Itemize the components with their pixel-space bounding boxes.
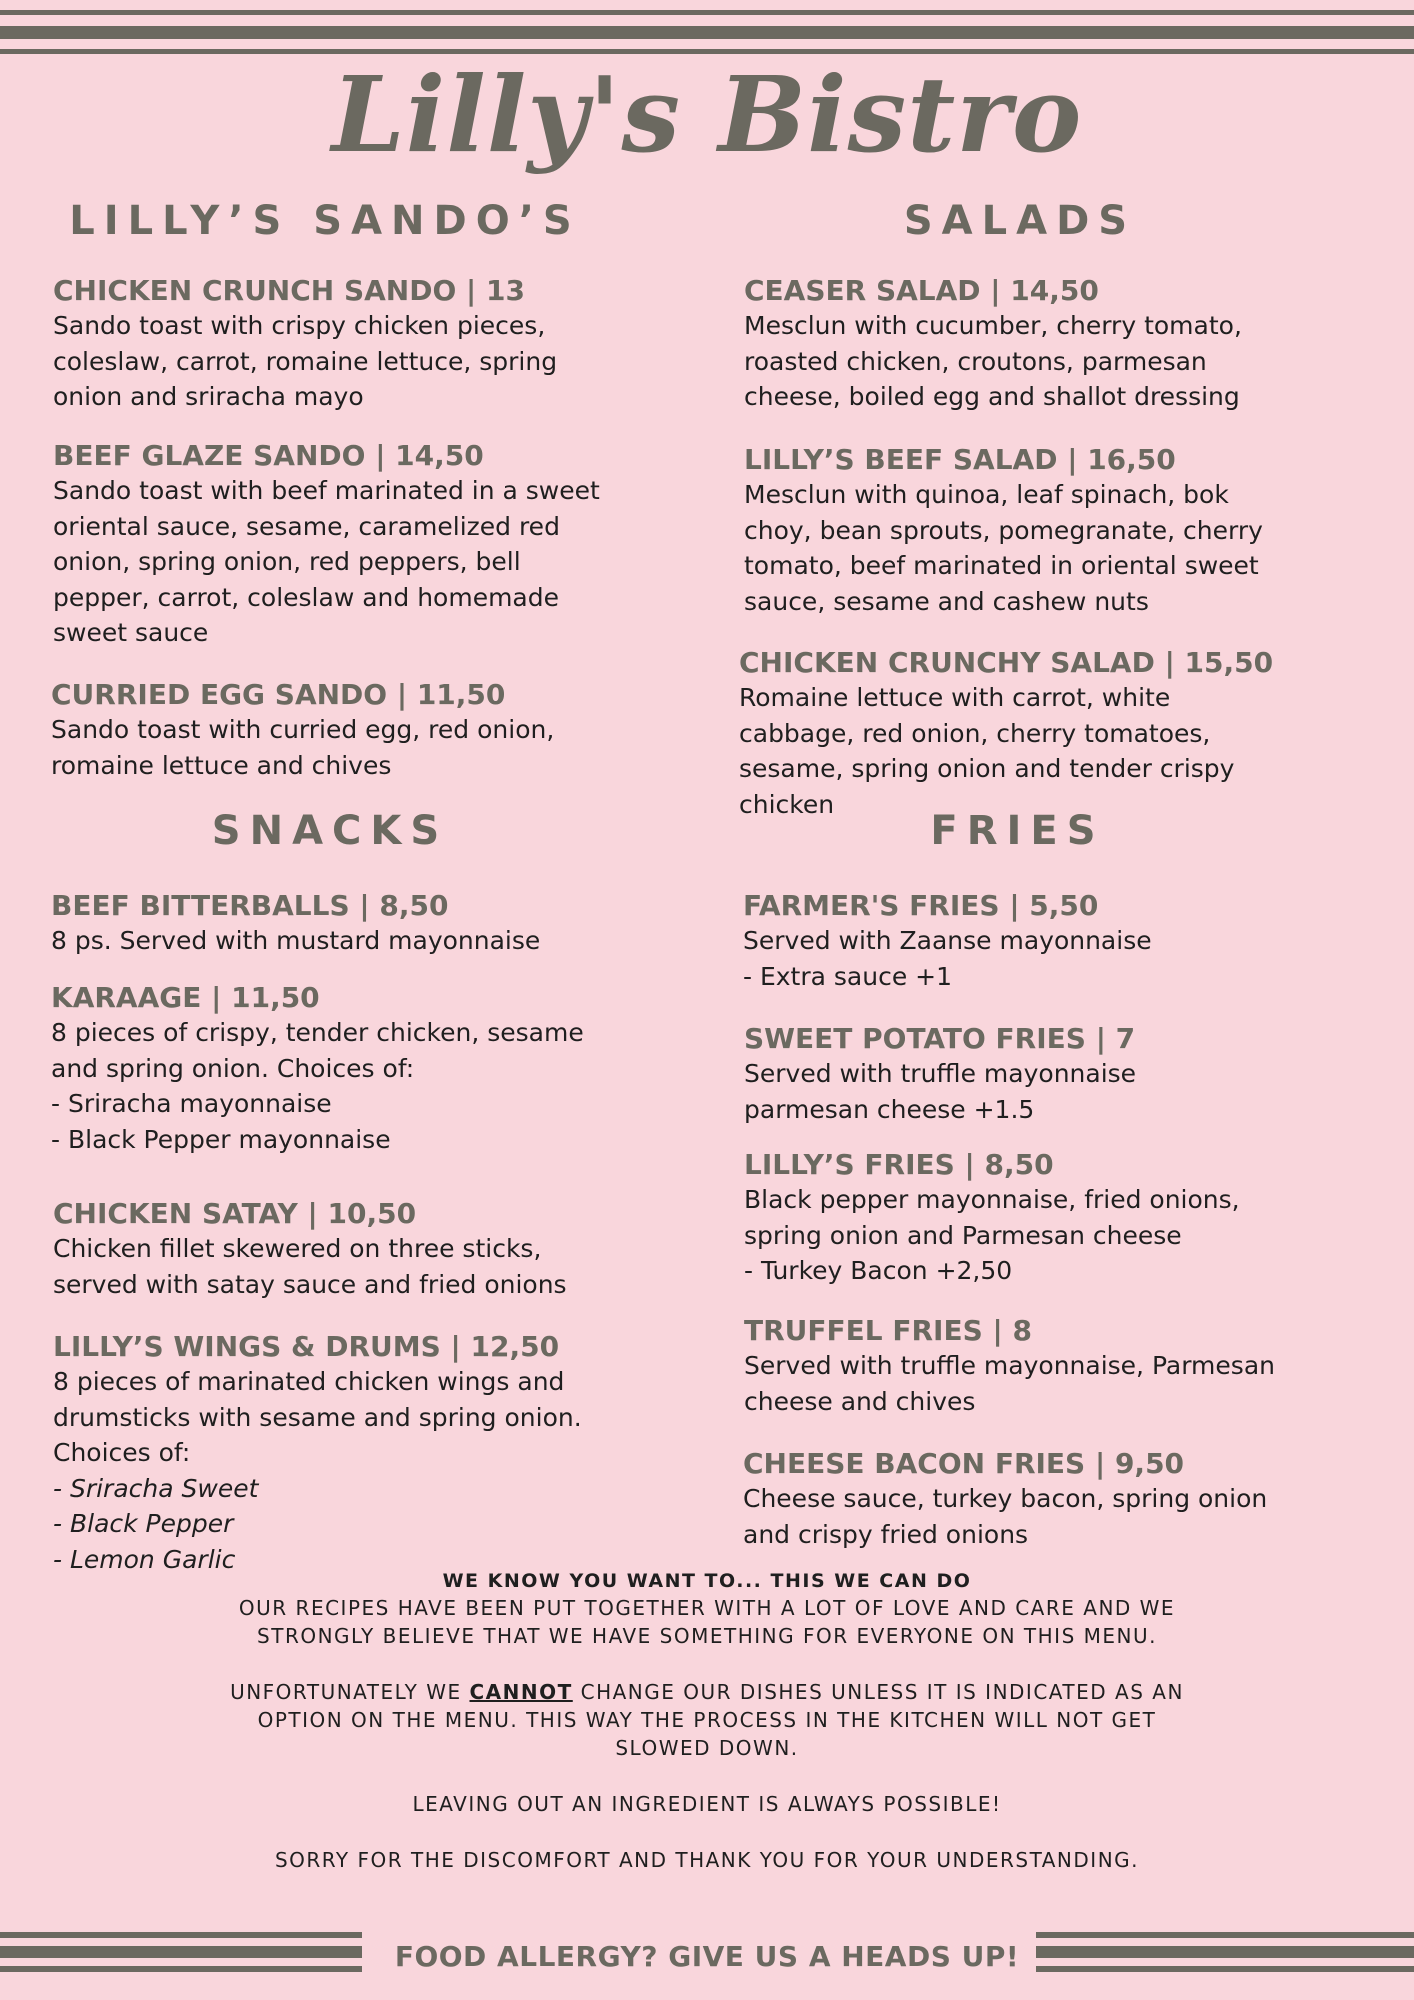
item-name: KARAAGE | 11,50 bbox=[51, 981, 320, 1014]
section-title-salads: SALADS bbox=[903, 198, 1137, 244]
item-description: Served with Zaanse mayonnaise - Extra sauce +1 bbox=[743, 926, 1152, 991]
item-description: Mesclun with quinoa, leaf spinach, bok choy, bean sprouts, pomegranate, cherry tomato, beef marinated in oriental sweet sauce, sesame and cashew nuts bbox=[744, 480, 1263, 616]
menu-item bbox=[53, 1330, 582, 1577]
policy-notice bbox=[150, 1568, 1264, 1874]
menu-item bbox=[51, 678, 554, 783]
menu-item bbox=[744, 443, 1263, 619]
item-name: CEASER SALAD | 14,50 bbox=[744, 274, 1099, 307]
item-description: Sando toast with crispy chicken pieces, coleslaw, carrot, romaine lettuce, spring onion and sriracha mayo bbox=[53, 311, 558, 411]
item-name: CHICKEN CRUNCHY SALAD | 15,50 bbox=[739, 646, 1274, 679]
sauce-option: - Lemon Garlic bbox=[53, 1544, 236, 1574]
menu-item bbox=[51, 889, 540, 959]
item-name: LILLY’S WINGS & DRUMS | 12,50 bbox=[53, 1330, 560, 1363]
menu-item bbox=[743, 1447, 1267, 1552]
notice-line: LEAVING OUT AN INGREDIENT IS ALWAYS POSSIBLE! bbox=[412, 1792, 1002, 1816]
notice-line: STRONGLY BELIEVE THAT WE HAVE SOMETHING FOR EVERYONE ON THIS MENU. bbox=[257, 1624, 1157, 1648]
notice-line: OPTION ON THE MENU. THIS WAY THE PROCESS IN THE KITCHEN WILL NOT GET bbox=[257, 1708, 1157, 1732]
top-stripe-thick bbox=[0, 26, 1414, 39]
sauce-option: - Black Pepper bbox=[53, 1509, 234, 1538]
sauce-option: - Sriracha Sweet bbox=[53, 1473, 259, 1503]
item-description: Mesclun with cucumber, cherry tomato, roasted chicken, croutons, parmesan cheese, boiled egg and shallot dressing bbox=[744, 311, 1242, 411]
menu-item bbox=[744, 274, 1242, 415]
menu-item bbox=[744, 1314, 1275, 1419]
item-name: CHICKEN SATAY | 10,50 bbox=[53, 1197, 417, 1230]
menu-item bbox=[53, 1197, 567, 1302]
section-title-fries: FRIES bbox=[930, 808, 1105, 854]
section-title-snacks: SNACKS bbox=[211, 808, 449, 854]
item-name: CHEESE BACON FRIES | 9,50 bbox=[743, 1447, 1185, 1480]
section-title-sandos: LILLY’S SANDO’S bbox=[69, 198, 581, 244]
menu-item bbox=[53, 274, 557, 415]
restaurant-title: Lilly's Bistro bbox=[331, 53, 1083, 176]
cannot-emphasis: CANNOT bbox=[469, 1680, 573, 1704]
item-name: FARMER'S FRIES | 5,50 bbox=[743, 889, 1099, 922]
item-name: BEEF GLAZE SANDO | 14,50 bbox=[53, 439, 484, 472]
item-description: Served with truffle mayonnaise, Parmesan cheese and chives bbox=[744, 1351, 1275, 1416]
menu-item bbox=[53, 439, 600, 651]
menu-item bbox=[744, 1148, 1240, 1289]
menu-item bbox=[744, 1022, 1136, 1127]
item-name: SWEET POTATO FRIES | 7 bbox=[744, 1022, 1136, 1055]
item-description: Served with truffle mayonnaise parmesan cheese +1.5 bbox=[744, 1059, 1137, 1124]
item-name: LILLY’S FRIES | 8,50 bbox=[744, 1148, 1054, 1181]
item-description: Chicken fillet skewered on three sticks, served with satay sauce and fried onions bbox=[53, 1234, 567, 1299]
allergy-notice: FOOD ALLERGY? GIVE US A HEADS UP! bbox=[394, 1940, 1020, 1973]
menu-item bbox=[51, 981, 584, 1157]
item-description: Romaine lettuce with carrot, white cabbage, red onion, cherry tomatoes, sesame, spring onion and tender crispy chicken bbox=[739, 683, 1235, 819]
item-description: Cheese sauce, turkey bacon, spring onion and crispy fried onions bbox=[743, 1484, 1268, 1549]
menu-item bbox=[743, 889, 1152, 994]
menu-item bbox=[739, 646, 1273, 822]
top-stripe-thin bbox=[0, 10, 1414, 15]
notice-line: UNFORTUNATELY WE CANNOT CHANGE OUR DISHES UNLESS IT IS INDICATED AS AN bbox=[230, 1680, 1184, 1704]
item-description: 8 ps. Served with mustard mayonnaise bbox=[51, 926, 541, 955]
item-name: TRUFFEL FRIES | 8 bbox=[744, 1314, 1032, 1347]
item-description: Black pepper mayonnaise, fried onions, spring onion and Parmesan cheese - Turkey Bacon +2,50 bbox=[744, 1185, 1240, 1285]
item-name: CURRIED EGG SANDO | 11,50 bbox=[51, 678, 506, 711]
item-description: Sando toast with curried egg, red onion, romaine lettuce and chives bbox=[51, 715, 555, 780]
item-description: 8 pieces of marinated chicken wings and drumsticks with sesame and spring onion. Choices of: - Sriracha Sweet - Black Pepper - Lemon Garlic bbox=[53, 1364, 582, 1577]
notice-heading: WE KNOW YOU WANT TO... THIS WE CAN DO bbox=[442, 1570, 972, 1592]
item-name: LILLY’S BEEF SALAD | 16,50 bbox=[744, 443, 1176, 476]
notice-line: SLOWED DOWN. bbox=[615, 1736, 799, 1760]
item-description: 8 pieces of crispy, tender chicken, sesame and spring onion. Choices of: - Sriracha mayonnaise - Black Pepper mayonnaise bbox=[51, 1018, 584, 1154]
notice-line: SORRY FOR THE DISCOMFORT AND THANK YOU FOR YOUR UNDERSTANDING. bbox=[274, 1848, 1140, 1872]
notice-line: OUR RECIPES HAVE BEEN PUT TOGETHER WITH A LOT OF LOVE AND CARE AND WE bbox=[238, 1596, 1176, 1620]
item-name: BEEF BITTERBALLS | 8,50 bbox=[51, 889, 449, 922]
item-name: CHICKEN CRUNCH SANDO | 13 bbox=[53, 274, 525, 307]
item-description: Sando toast with beef marinated in a sweet oriental sauce, sesame, caramelized red onion, spring onion, red peppers, bell pepper, carrot, coleslaw and homemade sweet sauce bbox=[53, 476, 600, 647]
